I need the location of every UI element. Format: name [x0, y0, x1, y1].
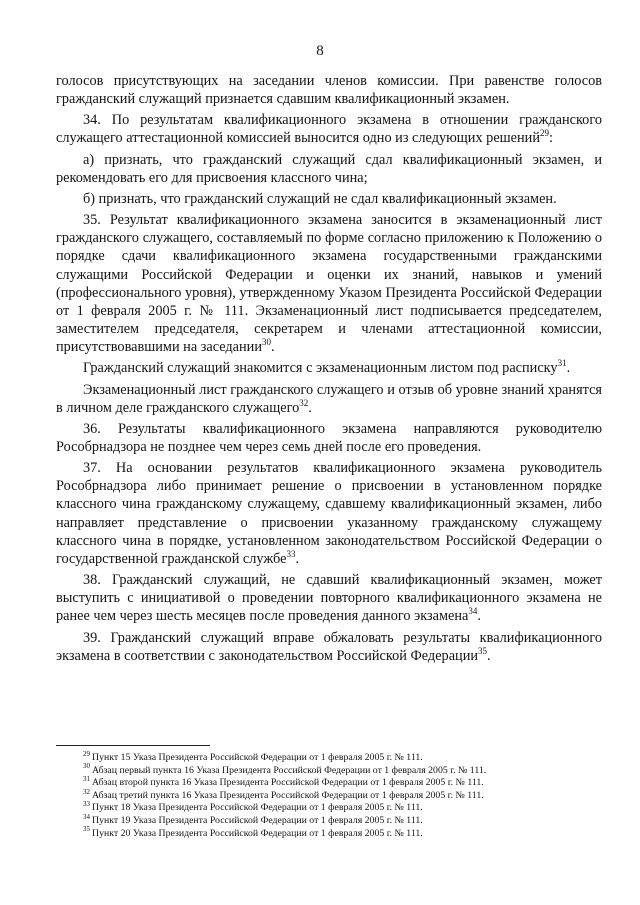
paragraph	[56, 111, 602, 147]
footnote	[83, 812, 603, 828]
footnote-text: Абзац второй пункта 16 Указа Президента Российской Федерации от 1 февраля 2005 г. № 111.	[92, 777, 484, 789]
paragraph-tail: .	[566, 360, 571, 377]
paragraph-text: 37. На основании результатов квалификационного экзамена руководитель Рособрнадзора либо принимает решение о присвоении в установленном порядке классного чина гражданскому служащему, сдавшему квалификационный экзамен, либо направляет представление о присвоении указанному гражданскому служащему классного чина в порядке, установленном законодательством Российской Федерации о государственной гражданской службе	[56, 460, 602, 567]
document-body	[56, 72, 602, 665]
footnote-ref[interactable]: 31	[557, 358, 567, 369]
paragraph-text: голосов присутствующих на заседании членов комиссии. При равенстве голосов гражданский служащий признается сдавшим квалификационный экзамен.	[56, 73, 602, 108]
footnote-ref[interactable]: 34	[468, 606, 478, 617]
footnote	[83, 825, 603, 841]
paragraph-text: б) признать, что гражданский служащий не сдал квалификационный экзамен.	[83, 190, 557, 207]
paragraph-tail: .	[308, 399, 312, 416]
footnote	[83, 802, 603, 815]
footnote-text: Пункт 15 Указа Президента Российской Федерации от 1 февраля 2005 г. № 111.	[92, 752, 423, 763]
paragraph-text: 38. Гражданский служащий, не сдавший квалификационный экзамен, может выступить с инициативой о проведении повторного квалификационного экзамена не ранее чем через шесть месяцев после проведения данного экзамена	[56, 572, 602, 625]
footnote-number: 35	[83, 825, 90, 834]
footnote-ref[interactable]: 33	[286, 549, 296, 560]
footnote-text: Пункт 20 Указа Президента Российской Федерации от 1 февраля 2005 г. № 111.	[92, 827, 423, 839]
footnote-text: Абзац первый пункта 16 Указа Президента Российской Федерации от 1 февраля 2005 г. № 111.	[92, 764, 487, 776]
footnote-text: Пункт 18 Указа Президента Российской Федерации от 1 февраля 2005 г. № 111.	[92, 802, 423, 814]
footnote-number: 34	[83, 812, 90, 821]
paragraph	[56, 629, 602, 665]
paragraph-text: 36. Результаты квалификационного экзамена направляются руководителю Рособрнадзора не позднее чем через семь дней после его проведения.	[56, 420, 602, 455]
footnote	[83, 762, 603, 778]
paragraph-tail: .	[270, 339, 275, 356]
paragraph-tail: .	[477, 608, 481, 625]
footnote-number: 30	[83, 762, 90, 771]
paragraph-tail: :	[548, 130, 553, 147]
paragraph-text: Гражданский служащий знакомится с экзаменационным листом под расписку	[83, 360, 558, 377]
paragraph	[56, 420, 602, 456]
paragraph	[56, 459, 602, 568]
footnotes	[83, 749, 603, 840]
footnote-text: Абзац третий пункта 16 Указа Президента Российской Федерации от 1 февраля 2005 г. № 111.	[92, 789, 484, 801]
paragraph-text: 35. Результат квалификационного экзамена заносится в экзаменационный лист гражданского служащего, составляемый по форме согласно приложению к Положению о порядке сдачи квалификационного экзамена государственными гражданскими служащими Российской Федерации и оценки их знаний, навыков и умений (профессионального уровня), утвержденному Указом Президента Российской Федерации от 1 февраля 2005 г. № 111. Экзаменационный лист подписывается председателем, заместителем председателя, секретарем и членами аттестационной комиссии, присутствовавшими на заседании	[56, 212, 602, 356]
paragraph-tail: .	[487, 647, 491, 664]
footnote-text: Пункт 19 Указа Президента Российской Федерации от 1 февраля 2005 г. № 111.	[92, 814, 423, 826]
paragraph	[56, 211, 602, 356]
paragraph	[56, 571, 602, 625]
footnote-number: 32	[83, 787, 90, 796]
footnote-ref[interactable]: 35	[478, 645, 487, 656]
paragraph	[56, 72, 602, 108]
footnote-ref[interactable]: 29	[539, 128, 549, 139]
footnote	[83, 749, 603, 765]
paragraph	[56, 381, 602, 417]
paragraph-text: а) признать, что гражданский служащий сдал квалификационный экзамен, и рекомендовать его для присвоения классного чина;	[56, 151, 602, 186]
footnote-number: 29	[83, 749, 90, 758]
footnote	[83, 774, 603, 790]
paragraph-text: 34. По результатам квалификационного экзамена в отношении гражданского служащего аттестационной комиссией выносится одно из следующих решений	[56, 112, 602, 147]
footnote-number: 31	[83, 774, 90, 783]
paragraph	[56, 190, 602, 208]
footnote-ref[interactable]: 32	[299, 397, 309, 408]
footnote-divider	[56, 745, 210, 746]
paragraph	[56, 359, 602, 377]
paragraph-text: Экзаменационный лист гражданского служащего и отзыв об уровне знаний хранятся в личном деле гражданского служащего	[56, 381, 602, 416]
page-number: 8	[316, 43, 324, 59]
footnote-ref[interactable]: 30	[261, 337, 271, 348]
paragraph	[56, 151, 602, 187]
footnote-number: 33	[83, 800, 90, 809]
paragraph-tail: .	[295, 550, 300, 567]
footnote	[83, 787, 603, 803]
paragraph-text: 39. Гражданский служащий вправе обжаловать результаты квалификационного экзамена в соответствии с законодательством Российской Федерации	[56, 629, 602, 664]
